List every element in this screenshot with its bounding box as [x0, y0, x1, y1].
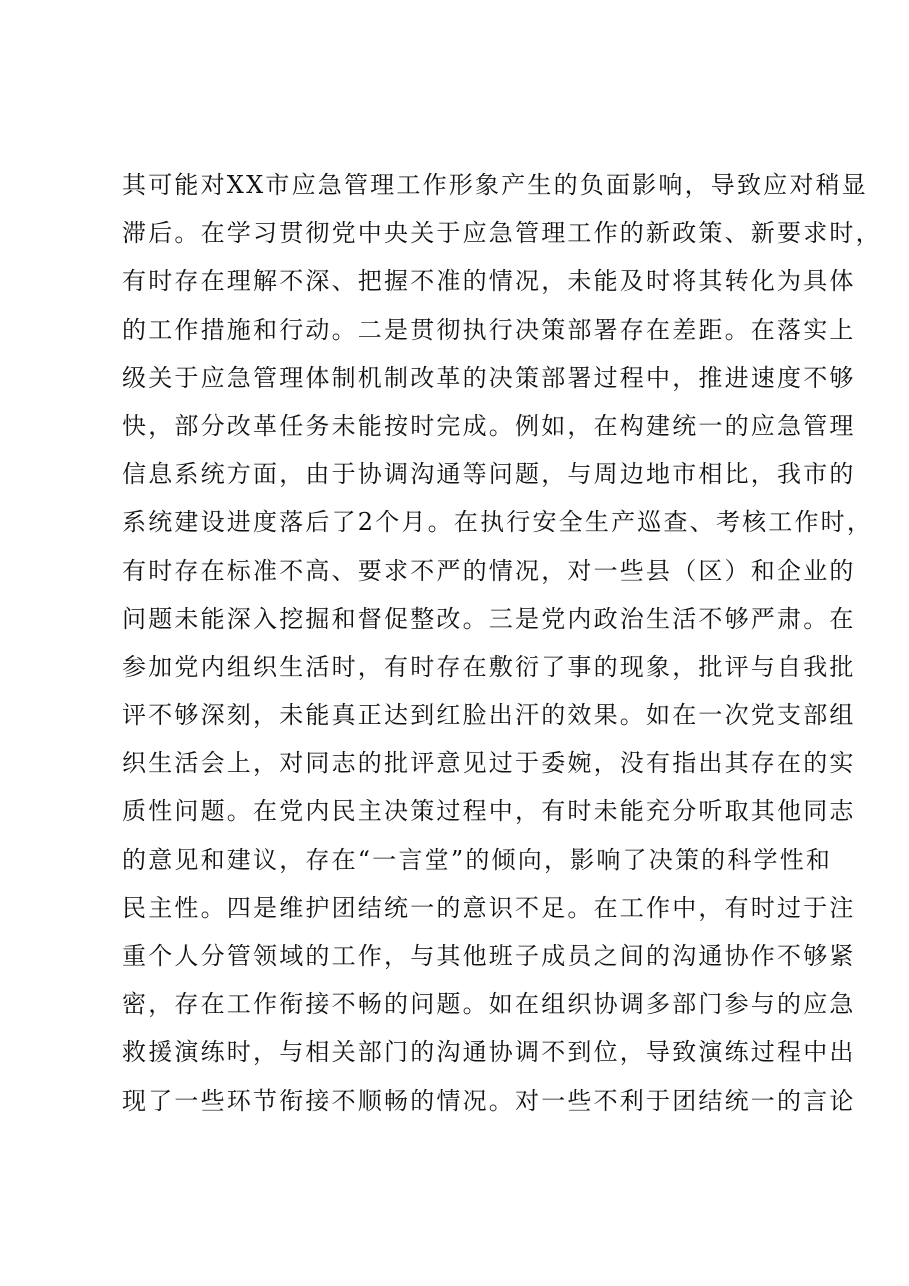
text-line: 密，存在工作衔接不畅的问题。如在组织协调多部门参与的应急: [122, 990, 856, 1019]
text-line: 参加党内组织生活时，有时存在敷衍了事的现象，批评与自我批: [122, 652, 856, 681]
text-line: 重个人分管领域的工作，与其他班子成员之间的沟通协作不够紧: [122, 942, 856, 970]
text-line: 快，部分改革任务未能按时完成。例如，在构建统一的应急管理: [122, 411, 856, 440]
text-line: 质性问题。在党内民主决策过程中，有时未能充分听取其他同志: [122, 797, 856, 826]
text-line: 救援演练时，与相关部门的沟通协调不到位，导致演练过程中出: [122, 1038, 856, 1067]
text-line: 系统建设进度落后了2个月。在执行安全生产巡查、考核工作时，: [122, 508, 874, 537]
text-line: 信息系统方面，由于协调沟通等问题，与周边地市相比，我市的: [122, 460, 856, 489]
text-line: 有时存在标准不高、要求不严的情况，对一些县（区）和企业的: [122, 556, 856, 585]
text-line: 民主性。四是维护团结统一的意识不足。在工作中，有时过于注: [122, 893, 856, 922]
text-line: 级关于应急管理体制机制改革的决策部署过程中，推进速度不够: [122, 363, 856, 392]
body-text: [122, 161, 882, 1125]
text-line: 评不够深刻，未能真正达到红脸出汗的效果。如在一次党支部组: [122, 701, 856, 730]
text-line: 织生活会上，对同志的批评意见过于委婉，没有指出其存在的实: [122, 749, 856, 778]
text-line: 的工作措施和行动。二是贯彻执行决策部署存在差距。在落实上: [122, 315, 856, 344]
text-line: 的意见和建议，存在“一言堂”的倾向，影响了决策的科学性和: [122, 845, 833, 874]
text-line: 其可能对XX市应急管理工作形象产生的负面影响，导致应对稍显: [122, 171, 868, 199]
text-line: 问题未能深入挖掘和督促整改。三是党内政治生活不够严肃。在: [122, 604, 856, 633]
text-line: 滞后。在学习贯彻党中央关于应急管理工作的新政策、新要求时，: [122, 219, 882, 248]
text-line: 有时存在理解不深、把握不准的情况，未能及时将其转化为具体: [122, 267, 856, 296]
text-line: 现了一些环节衔接不顺畅的情况。对一些不利于团结统一的言论: [122, 1086, 856, 1115]
